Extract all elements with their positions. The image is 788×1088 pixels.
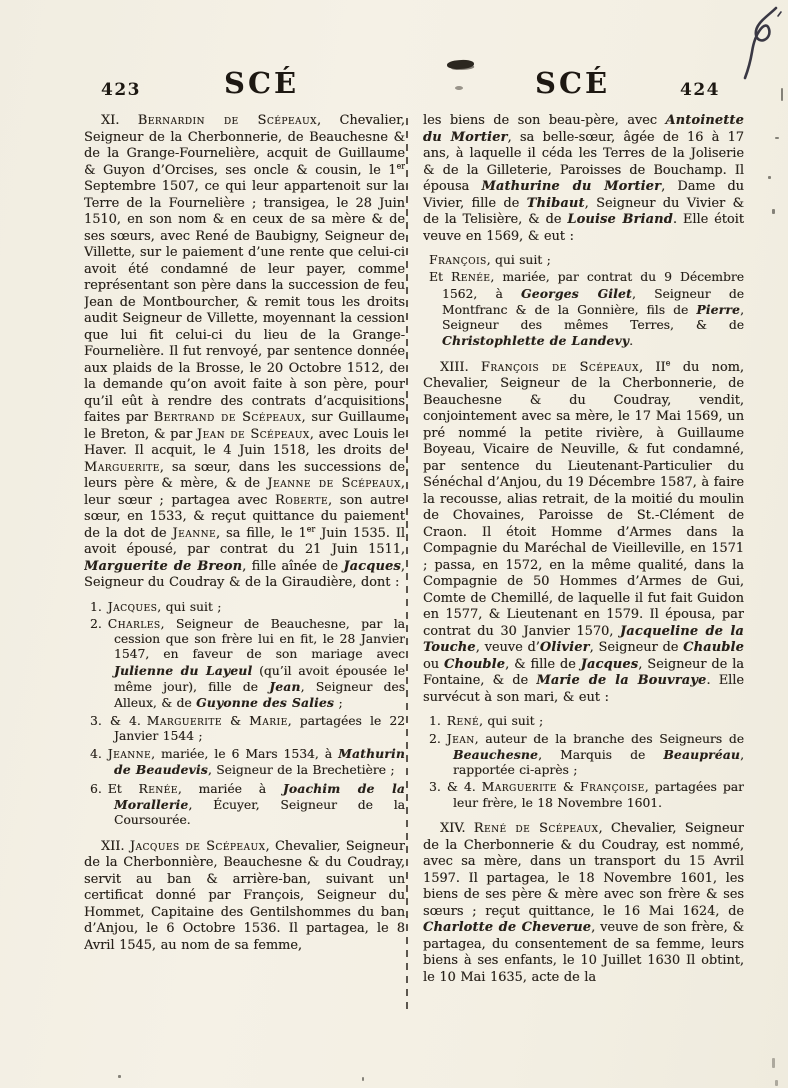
list-item <box>90 714 405 745</box>
list-item-marker: 1. <box>429 714 441 729</box>
right-column <box>423 113 744 1075</box>
running-title-left: SCÉ <box>224 66 300 100</box>
ink-smudge <box>447 59 474 69</box>
ink-dot <box>455 86 463 90</box>
paper-speck <box>772 1058 775 1068</box>
list-item-text: Et Renée, mariée à Joachim de la Morallerie, Écuyer, Seigneur de la Coursourée. <box>107 780 405 828</box>
list-item-text: René, qui suit ; <box>446 714 544 729</box>
children-list-right-1 <box>429 253 744 350</box>
list-item <box>90 781 405 829</box>
paper-speck <box>781 88 783 101</box>
paper-speck <box>118 1075 121 1078</box>
handwritten-pen-squiggle <box>738 4 788 129</box>
column-divider-rule <box>406 118 408 1010</box>
children-list-right-2 <box>429 714 744 811</box>
page-number-right: 424 <box>680 80 720 100</box>
page-number-left: 423 <box>101 80 141 100</box>
list-item-marker: 4. <box>90 747 102 762</box>
list-item-marker: 2. <box>90 616 102 631</box>
list-item-text: Charles, Seigneur de Beauchesne, par la cession que son frère lui en fit, le 28 Janvier 1547, en faveur de son mariage avec Julienne du Layeul (qu’il avoit épousée le même jour), fille de Jean, Seigneur des Alleux, & de Guyonne des Salies ; <box>107 616 405 711</box>
list-item-text: Marguerite & Marie, partagées le 22 Janvier 1544 ; <box>114 713 405 743</box>
list-item-marker: 3. & 4. <box>90 713 141 728</box>
list-item-text: François, qui suit ; <box>429 253 551 267</box>
list-item-text: Et Renée, mariée, par contrat du 9 Décembre 1562, à Georges Gilet, Seigneur de Montfranc & de la Gonnière, fils de Pierre, Seigneur des mêmes Terres, & de Christophlette de Landevy. <box>429 270 744 349</box>
left-column <box>84 113 405 1075</box>
list-item-text: Jacques, qui suit ; <box>107 599 222 614</box>
paragraph-xii-continuation: les biens de son beau-père, avec Antoinette du Mortier, sa belle-sœur, âgée de 16 à 17 ans, à laquelle il céda les Terres de la Joliserie & de la Gilleterie, Paroisses de Bouchamp. Il épousa Mathurine du Mortier, Dame du Vivier, fille de Thibaut, Seigneur du Vivier & de la Telisière, & de Louise Briand. Elle étoit veuve en 1569, & eut : <box>423 113 744 244</box>
paragraph-xi: XI. Bernardin de Scépeaux, Chevalier, Seigneur de la Cherbonnerie, de Beauchesne & de la Grange-Fournelière, acquit de Guillaume & Guyon d’Orcises, ses oncle & cousin, le 1er Septembre 1507, ce qui leur appartenoit sur la Terre de la Fournelière ; transigea, le 28 Juin 1510, en son nom & en ceux de sa mère & de ses sœurs, avec René de Baubigny, Seigneur de Villette, sur le paiement d’une rente que celui-ci avoit été condamné de leur payer, comme représentant son père dans la succession de feu Jean de Montbourcher, & remit tous les droits audit Seigneur de Villette, moyennant la cession que lui fit celui-ci du lieu de la Grange-Fournelière. Il fut renvoyé, par sentence donnée aux plaids de la Brosse, le 20 Octobre 1512, de la demande qu’on avoit faite à son père, pour qu’il eût à rendre des contrats d’acquisitions faites par Bertrand de Scépeaux, sur Guillaume le Breton, & par Jean de Scépeaux, avec Louis le Haver. Il acquit, le 4 Juin 1518, les droits de Marguerite, sa sœur, dans les successions de leurs père & mère, & de Jeanne de Scépeaux, leur sœur ; partagea avec Roberte, son autre sœur, en 1533, & reçut quittance du paiement de la dot de Jeanne, sa fille, le 1er Juin 1535. Il avoit épousé, par contrat du 21 Juin 1511, Marguerite de Breon, fille aînée de Jacques, Seigneur du Coudray & de la Giraudière, dont : <box>84 113 405 590</box>
list-item <box>429 780 744 811</box>
list-item-marker: 6. <box>90 781 102 796</box>
paper-speck <box>768 176 771 179</box>
list-item <box>429 270 744 349</box>
list-item <box>429 714 744 729</box>
list-item-marker: 3. & 4. <box>429 780 476 795</box>
children-list-left <box>90 600 405 829</box>
paper-speck <box>775 137 779 139</box>
list-item <box>90 600 405 615</box>
list-item <box>429 732 744 779</box>
paper-speck <box>772 209 775 214</box>
running-title-right: SCÉ <box>535 66 611 100</box>
list-item-text: Jean, auteur de la branche des Seigneurs de Beauchesne, Marquis de Beaupréau, rapportée ci-après ; <box>446 731 744 778</box>
paragraph-xiii: XIII. François de Scépeaux, IIe du nom, Chevalier, Seigneur de la Cherbonnerie, de Beauchesne & du Coudray, vendit, conjointement avec sa mère, le 17 Mai 1569, un pré nommé la petite rivière, à Guillaume Boyeau, Vicaire de Neuville, & fut condamné, par sentence du Lieutenant-Particulier du Sénéchal d’Anjou, du 19 Décembre 1587, à faire la recousse, alias retrait, de la moitié du moulin de Chovaines, Paroisse de St.-Clément de Craon. Il étoit Homme d’Armes dans la Compagnie du Maréchal de Vieilleville, en 1571 ; passa, en 1572, en la même qualité, dans la Compagnie de 50 Hommes d’Armes de Gui, Comte de Chemillé, de laquelle il fut fait Guidon en 1577, & Lieutenant en 1579. Il épousa, par contrat du 30 Janvier 1570, Jacqueline de la Touche, veuve d’Olivier, Seigneur de Chauble ou Chouble, & fille de Jacques, Seigneur de la Fontaine, & de Marie de la Bouvraye. Elle survécut à son mari, & eut : <box>423 358 744 705</box>
paper-speck <box>362 1077 364 1081</box>
list-item <box>90 746 405 779</box>
list-item <box>90 617 405 712</box>
list-item-text: Jeanne, mariée, le 6 Mars 1534, à Mathurin de Beaudevis, Seigneur de la Brechetière ; <box>107 746 405 778</box>
list-item-marker: 1. <box>90 599 102 614</box>
paper-speck <box>775 1080 778 1086</box>
list-item-marker: 2. <box>429 731 441 746</box>
paragraph-xiv: XIV. René de Scépeaux, Chevalier, Seigneur de la Cherbonnerie & du Coudray, est nommé, avec sa mère, dans un transport du 15 Avril 1597. Il partagea, le 18 Novembre 1601, les biens de ses père & mère avec son frère & ses sœurs ; reçut quittance, le 16 Mai 1624, de Charlotte de Cheverue, veuve de son frère, & partagea, du consentement de sa femme, leurs biens à ses enfants, le 10 Juillet 1630 Il obtint, le 10 Mai 1635, acte de la <box>423 821 744 985</box>
paragraph-xii: XII. Jacques de Scépeaux, Chevalier, Seigneur de la Cherbonnière, Beauchesne & du Coudray, servit au ban & arrière-ban, suivant un certificat donné par François, Seigneur du Hommet, Capitaine des Gentilshommes du ban d’Anjou, le 6 Octobre 1536. Il partagea, le 8 Avril 1545, au nom de sa femme, <box>84 838 405 953</box>
list-item <box>429 253 744 268</box>
list-item-text: Marguerite & Françoise, partagées par leur frère, le 18 Novembre 1601. <box>453 780 744 810</box>
